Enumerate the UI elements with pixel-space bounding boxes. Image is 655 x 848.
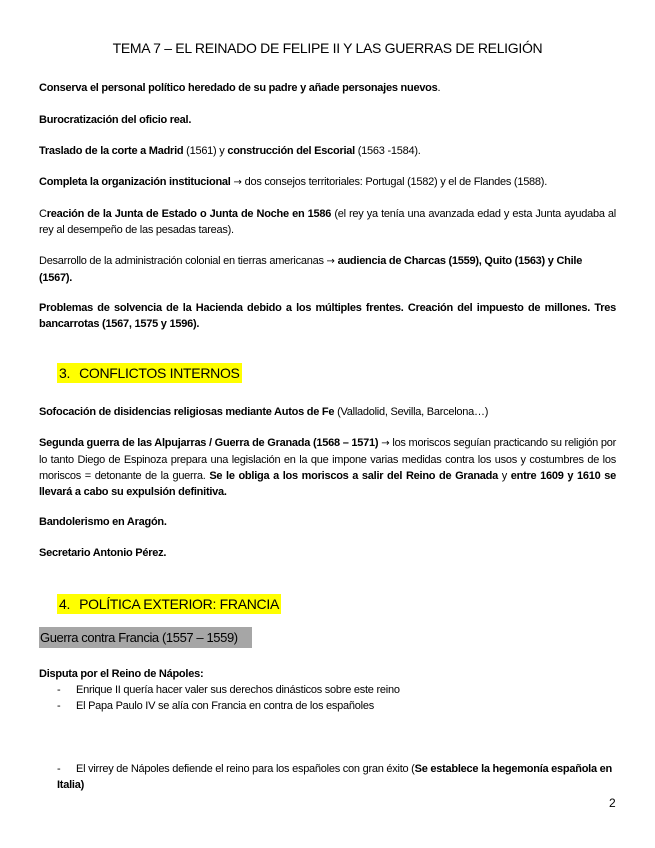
paragraph-bandolerismo: Bandolerismo en Aragón. [39,516,167,528]
page-title: TEMA 7 – EL REINADO DE FELIPE II Y LAS GUERRAS DE RELIGIÓN [112,40,543,56]
paragraph-disputa-napoles: Disputa por el Reino de Nápoles: [39,668,204,680]
paragraph-administracion-colonial: Desarrollo de la administración colonial en tierras americanas → audiencia de Charcas (1559), Quito (1563) y Chile (1567). [39,255,583,284]
paragraph-traslado-corte: Traslado de la corte a Madrid (1561) y construcción del Escorial (1563 -1584). [39,145,421,157]
paragraph-alpujarras: Segunda guerra de las Alpujarras / Guerra de Granada (1568 – 1571) → los moriscos seguían practicando su religión por lo tanto Diego de Espinoza prepara una legislación en la que impone varias medidas contra los usos y costumbres de los moriscos = detonante de la guerra. Se le obliga a los moriscos a salir del Reino de Granada y entre 1609 y 1610 se llevará a cabo su expulsión definitiva. [39,437,616,498]
arrow-icon: → [230,177,245,188]
paragraph-antonio-perez: Secretario Antonio Pérez. [39,547,167,559]
page-number: 2 [609,796,616,810]
list-item: - Enrique II quería hacer valer sus derechos dinásticos sobre este reino [57,684,400,696]
section-heading-politica-exterior: 4. POLÍTICA EXTERIOR: FRANCIA [59,596,279,612]
bullet-dash: - [57,684,61,696]
paragraph-organizacion: Completa la organización institucional → dos consejos territoriales: Portugal (1582) y el de Flandes (1588). [39,176,548,188]
paragraph-autos-de-fe: Sofocación de disidencias religiosas mediante Autos de Fe (Valladolid, Sevilla, Barcelona…) [39,406,489,418]
list-item: - El virrey de Nápoles defiende el reino para los españoles con gran éxito (Se establece la hegemonía española en Italia) [57,763,613,791]
bullet-dash: - [57,763,61,775]
paragraph-burocratizacion: Burocratización del oficio real. [39,114,192,126]
paragraph-personal: Conserva el personal político heredado de su padre y añade personajes nuevos. [39,82,441,94]
section-heading-conflictos: 3. CONFLICTOS INTERNOS [59,365,240,381]
subheading-guerra-francia: Guerra contra Francia (1557 – 1559) [39,627,252,648]
paragraph-junta-estado: Creación de la Junta de Estado o Junta de Noche en 1586 (el rey ya tenía una avanzada edad y esta Junta ayudaba al rey al desempeño de las pesadas tareas). [39,208,616,236]
list-item: - El Papa Paulo IV se alía con Francia en contra de los españoles [57,700,374,712]
arrow-icon: → [326,256,338,267]
arrow-icon: → [378,438,393,449]
paragraph-hacienda: Problemas de solvencia de la Hacienda debido a los múltiples frentes. Creación del impuesto de millones. Tres bancarrotas (1567, 1575 y 1596). [39,302,616,330]
bullet-dash: - [57,700,61,712]
